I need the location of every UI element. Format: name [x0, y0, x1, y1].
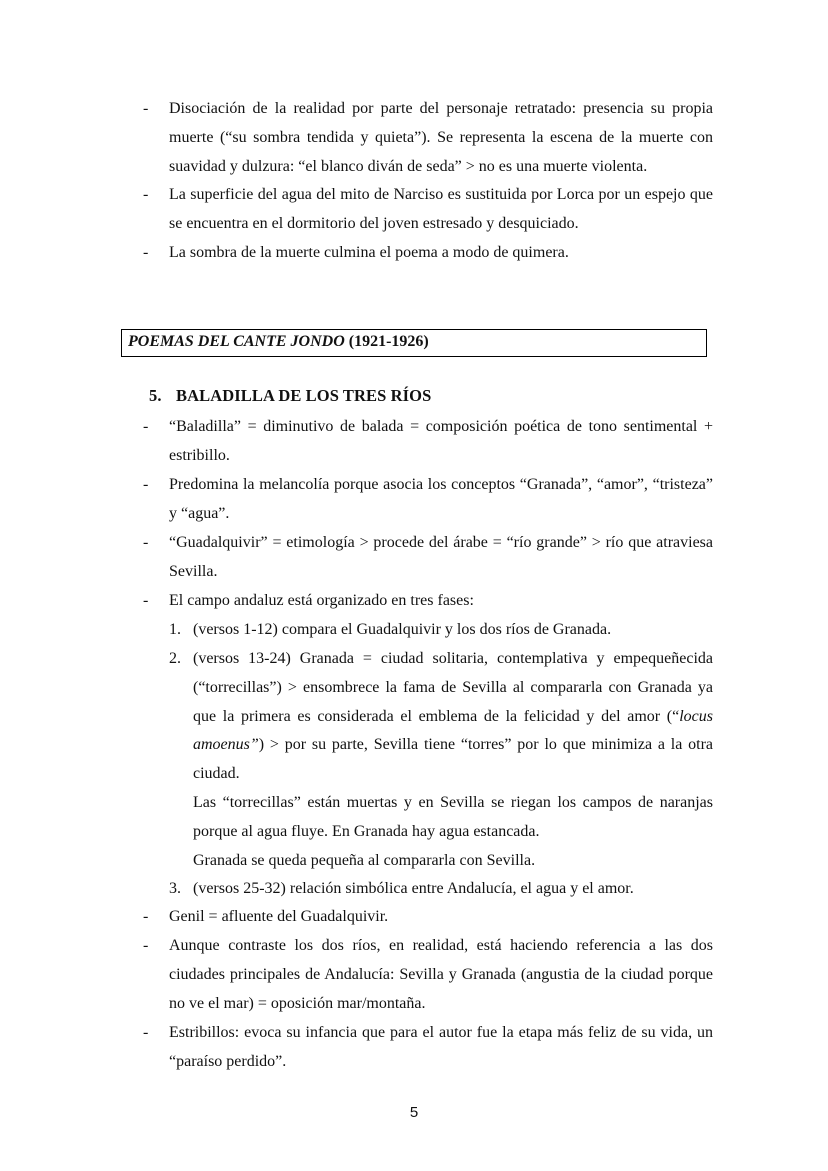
bullet-dash: - — [143, 100, 149, 117]
list-item — [143, 903, 713, 932]
list-item-text: La superficie del agua del mito de Narciso es sustituida por Lorca por un espejo que se encuentra en el dormitorio del joven estresado y desquiciado. — [169, 186, 713, 232]
bullet-dash: - — [143, 592, 149, 609]
list-item — [143, 239, 713, 268]
list-item-text: Genil = afluente del Guadalquivir. — [169, 908, 389, 925]
list-item — [143, 413, 713, 471]
list-item — [143, 529, 713, 587]
list-item — [143, 95, 713, 181]
heading-title: BALADILLA DE LOS TRES RÍOS — [176, 386, 432, 405]
numbered-item-paragraph: Las “torrecillas” están muertas y en Sevilla se riegan los campos de naranjas porque al agua fluye. En Granada hay agua estancada. — [193, 793, 713, 840]
list-item — [143, 471, 713, 529]
list-item-text: “Baladilla” = diminutivo de balada = composición poética de tono sentimental + estribillo. — [169, 418, 713, 464]
text-run: ) > por su parte, Sevilla tiene “torres” por lo que minimiza a la otra ciudad. — [193, 736, 713, 783]
section-title-box — [121, 329, 707, 357]
list-item-text: Aunque contraste los dos ríos, en realidad, está haciendo referencia a las dos ciudades principales de Andalucía: Sevilla y Granada (angustia de la ciudad porque no ve el mar) = oposición mar/montaña. — [169, 937, 713, 1012]
section-years: (1921-1926) — [344, 333, 429, 350]
list-item — [143, 932, 713, 1018]
list-item-text: El campo andaluz está organizado en tres fases: — [169, 592, 474, 609]
item-number: 1. — [169, 621, 181, 638]
list-item-text: Disociación de la realidad por parte del personaje retratado: presencia su propia muerte (“su sombra tendida y quieta”). Se representa la escena de la muerte con suavidad y dulzura: “el blanco diván de seda” > no es una muerte violenta. — [169, 100, 713, 175]
numbered-item-text — [193, 645, 713, 789]
list-item — [143, 587, 713, 616]
numbered-item-text: (versos 25-32) relación simbólica entre Andalucía, el agua y el amor. — [193, 880, 634, 897]
list-item-text: Predomina la melancolía porque asocia los conceptos “Granada”, “amor”, “tristeza” y “agua”. — [169, 476, 713, 522]
bullet-dash: - — [143, 1024, 149, 1041]
list-item-text: La sombra de la muerte culmina el poema a modo de quimera. — [169, 244, 569, 261]
bullet-dash: - — [143, 937, 149, 954]
bullet-dash: - — [143, 186, 149, 203]
list-item — [143, 181, 713, 239]
bullet-dash: - — [143, 908, 149, 925]
item-number: 3. — [169, 880, 181, 897]
section-heading — [149, 386, 431, 406]
heading-number: 5. — [149, 386, 162, 405]
list-item — [143, 1019, 713, 1077]
list-item-text: Estribillos: evoca su infancia que para el autor fue la etapa más feliz de su vida, un “paraíso perdido”. — [169, 1024, 713, 1070]
bullet-dash: - — [143, 476, 149, 493]
page-number: 5 — [409, 1104, 419, 1121]
bullet-dash: - — [143, 244, 149, 261]
bullet-dash: - — [143, 418, 149, 435]
numbered-item — [169, 645, 713, 875]
item-number: 2. — [169, 650, 181, 667]
text-run: (versos 13-24) Granada = ciudad solitaria, contemplativa y empequeñecida (“torrecillas”) > ensombrece la fama de Sevilla al compararla con Granada ya que la primera es considerada el emblema de la felicidad y del amor (“ — [193, 650, 713, 725]
numbered-item — [169, 875, 713, 904]
numbered-item-text: (versos 1-12) compara el Guadalquivir y los dos ríos de Granada. — [193, 621, 612, 638]
section-title: POEMAS DEL CANTE JONDO — [128, 333, 345, 350]
numbered-item-paragraph: Granada se queda pequeña al compararla con Sevilla. — [193, 851, 536, 869]
bullet-dash: - — [143, 534, 149, 551]
italic-text: locus amoenus” — [193, 707, 713, 754]
numbered-item — [169, 616, 713, 645]
list-item-text: “Guadalquivir” = etimología > procede del árabe = “río grande” > río que atraviesa Sevilla. — [169, 534, 713, 580]
